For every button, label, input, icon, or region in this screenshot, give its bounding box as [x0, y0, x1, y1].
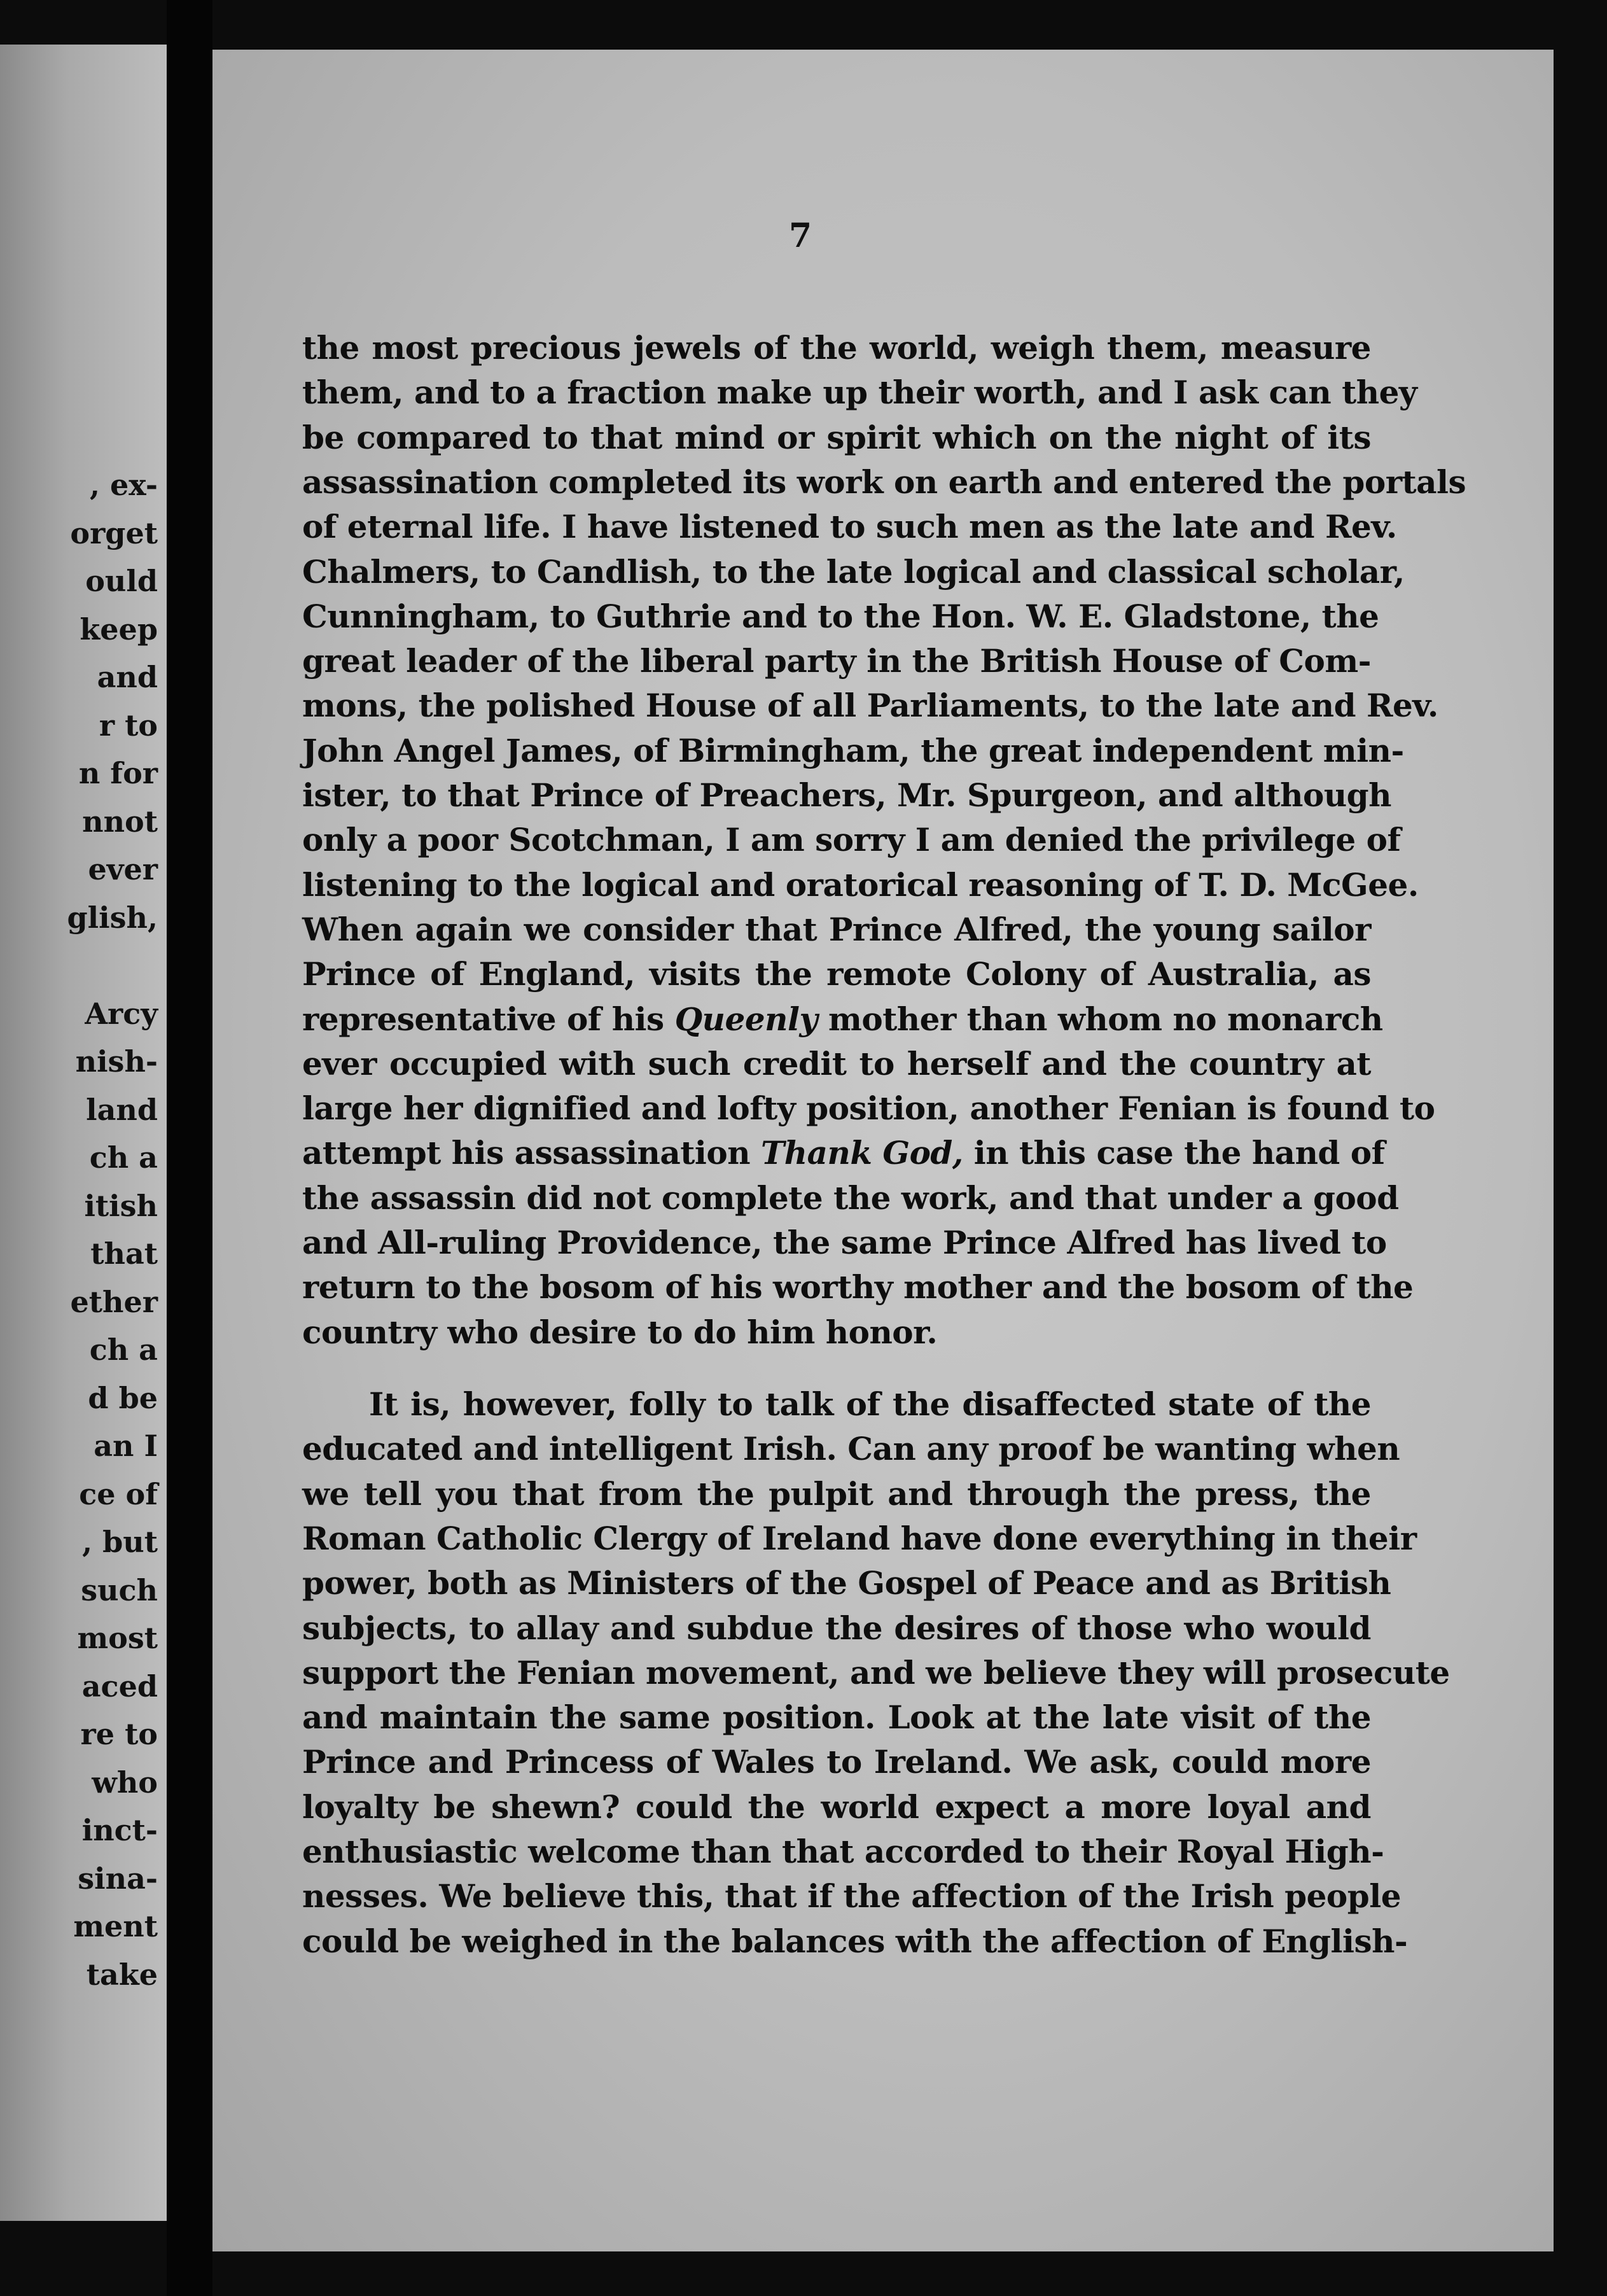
text-line: them, and to a fraction make up their worth, and I ask can they	[302, 374, 1417, 412]
left-page-fragment: land	[86, 1092, 158, 1127]
left-page-fragment: an I	[94, 1429, 158, 1463]
text-line	[302, 997, 1383, 1042]
text-line: loyalty be shewn? could the world expect a more loyal and	[302, 1788, 1371, 1826]
text-line: return to the bosom of his worthy mother and the bosom of the	[302, 1268, 1414, 1306]
text-line: Chalmers, to Candlish, to the late logical and classical scholar,	[302, 552, 1405, 591]
left-page-fragment: itish	[84, 1188, 158, 1223]
left-page-edge	[0, 45, 167, 2221]
left-page-fragment: ether	[70, 1284, 158, 1319]
text-line: support the Fenian movement, and we believe they will prosecute	[302, 1653, 1450, 1691]
text-line: assassination completed its work on earth and entered the portals	[302, 463, 1466, 501]
left-page-fragment: ch a	[89, 1140, 158, 1175]
book-gutter	[167, 0, 212, 2296]
text-line: the assassin did not complete the work, and that under a good	[302, 1179, 1399, 1217]
text-line: subjects, to allay and subdue the desires of those who would	[302, 1609, 1371, 1647]
left-page-fragment: orget	[70, 515, 158, 550]
text-span: representative of his	[302, 1000, 675, 1038]
text-line: be compared to that mind or spirit which on the night of its	[302, 418, 1371, 456]
left-page-fragment: aced	[81, 1669, 158, 1704]
text-line: large her dignified and lofty position, another Fenian is found to	[302, 1089, 1435, 1128]
text-line: country who desire to do him honor.	[302, 1313, 938, 1351]
text-line: Prince and Princess of Wales to Ireland. We ask, could more	[302, 1743, 1371, 1781]
left-page-fragment: glish,	[67, 900, 158, 935]
text-line: only a poor Scotchman, I am sorry I am denied the privilege of	[302, 821, 1401, 859]
left-page-fragment: inct-	[81, 1813, 158, 1847]
left-page-fragment: nish-	[75, 1044, 158, 1079]
page-number: 7	[789, 216, 812, 255]
text-line: great leader of the liberal party in the British House of Com-	[302, 642, 1371, 680]
left-page-fragment: such	[81, 1572, 158, 1607]
left-page-fragment: ever	[88, 852, 158, 886]
text-line: we tell you that from the pulpit and through the press, the	[302, 1474, 1371, 1513]
text-line: Prince of England, visits the remote Colony of Australia, as	[302, 955, 1371, 993]
left-page-fragment: who	[92, 1765, 158, 1800]
text-line: the most precious jewels of the world, weigh them, measure	[302, 329, 1371, 367]
text-line: could be weighed in the balances with the affection of English-	[302, 1922, 1408, 1960]
left-page-fragment: Arcy	[85, 996, 158, 1031]
left-page-fragment: keep	[80, 612, 158, 647]
left-page-fragment: r to	[99, 708, 158, 743]
left-page-fragment: and	[97, 660, 158, 694]
left-page-fragment: sina-	[78, 1861, 158, 1896]
left-page-fragment: d be	[88, 1380, 158, 1415]
left-page-fragment: ment	[73, 1909, 158, 1943]
left-page-fragment: take	[86, 1957, 158, 1992]
text-line: nesses. We believe this, that if the affection of the Irish people	[302, 1877, 1402, 1915]
left-page-fragment: n for	[78, 756, 158, 790]
text-line: ister, to that Prince of Preachers, Mr. Spurgeon, and although	[302, 776, 1391, 814]
text-span: in this case the hand of	[963, 1134, 1385, 1172]
text-line: ever occupied with such credit to herself and the country at	[302, 1044, 1371, 1082]
text-line: Roman Catholic Clergy of Ireland have done everything in their	[302, 1519, 1417, 1557]
text-line: educated and intelligent Irish. Can any proof be wanting when	[302, 1430, 1400, 1468]
left-page-fragment: most	[77, 1621, 158, 1655]
left-page-fragment: ould	[85, 564, 158, 598]
text-line: Cunningham, to Guthrie and to the Hon. W. E. Gladstone, the	[302, 597, 1379, 635]
text-span: mother than whom no monarch	[817, 1000, 1383, 1038]
text-span: attempt his assassination	[302, 1134, 762, 1172]
left-page-fragment: that	[90, 1236, 158, 1271]
text-line: of eternal life. I have listened to such men as the late and Rev.	[302, 508, 1397, 546]
text-line: mons, the polished House of all Parliaments, to the late and Rev.	[302, 687, 1438, 725]
left-page-fragment: ch a	[89, 1333, 158, 1367]
text-line: enthusiastic welcome than that accorded to their Royal High-	[302, 1833, 1384, 1870]
text-line: listening to the logical and oratorical reasoning of T. D. McGee.	[302, 865, 1419, 904]
left-page-fragment: nnot	[82, 804, 158, 839]
text-line: When again we consider that Prince Alfred, the young sailor	[302, 910, 1371, 948]
left-page-fragment: re to	[80, 1717, 158, 1751]
left-page-fragment: ce of	[79, 1476, 158, 1511]
text-line: and All-ruling Providence, the same Prince Alfred has lived to	[302, 1224, 1387, 1261]
left-page-fragment: , but	[82, 1525, 158, 1559]
text-line: It is, however, folly to talk of the disaffected state of the	[369, 1385, 1371, 1423]
italic-emphasis: Queenly	[674, 1000, 818, 1038]
text-line	[302, 1131, 1385, 1175]
italic-emphasis: Thank God,	[761, 1134, 963, 1172]
text-line: John Angel James, of Birmingham, the great independent min-	[302, 731, 1404, 769]
text-line: power, both as Ministers of the Gospel of Peace and as British	[302, 1564, 1391, 1602]
text-line: and maintain the same position. Look at the late visit of the	[302, 1698, 1371, 1737]
left-page-fragment: , ex-	[89, 468, 158, 502]
